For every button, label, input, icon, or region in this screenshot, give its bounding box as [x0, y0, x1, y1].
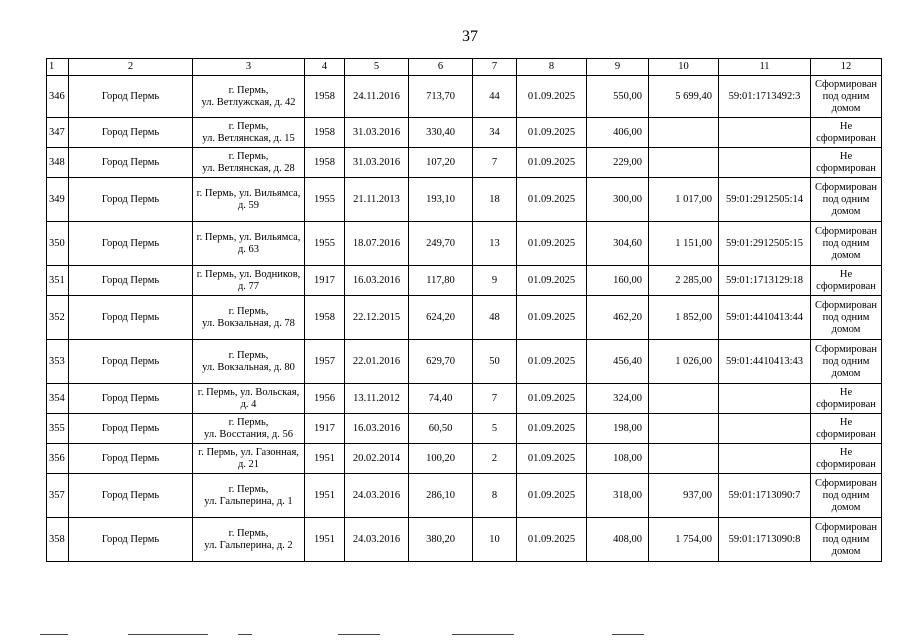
cell-cadastral: 59:01:4410413:44	[719, 296, 811, 340]
column-header: 5	[345, 59, 409, 76]
address-line: д. 77	[237, 280, 260, 292]
status-line: сформирован	[816, 132, 876, 144]
cell-cadastral: 59:01:4410413:43	[719, 340, 811, 384]
cell-area: 624,20	[409, 296, 473, 340]
status-line: под одним	[822, 237, 870, 249]
cell-col9: 229,00	[587, 148, 649, 178]
status-line: сформирован	[816, 162, 876, 174]
cell-year: 1958	[305, 118, 345, 148]
cell-cadastral	[719, 118, 811, 148]
cell-status	[811, 414, 882, 444]
table-row	[47, 384, 882, 414]
cell-count: 9	[473, 266, 517, 296]
cell-col9: 408,00	[587, 518, 649, 562]
cell-status	[811, 76, 882, 118]
cell-cadastral	[719, 384, 811, 414]
cell-area: 629,70	[409, 340, 473, 384]
cell-date: 31.03.2016	[345, 148, 409, 178]
cell-area: 107,20	[409, 148, 473, 178]
cell-col9: 406,00	[587, 118, 649, 148]
cell-deadline: 01.09.2025	[517, 266, 587, 296]
housing-register-table	[46, 58, 882, 562]
cell-col9: 324,00	[587, 384, 649, 414]
cell-address	[193, 444, 305, 474]
cell-address	[193, 118, 305, 148]
cell-address	[193, 296, 305, 340]
cell-number: 346	[47, 76, 69, 118]
status-line: Не	[839, 416, 853, 428]
cell-status	[811, 222, 882, 266]
cell-count: 8	[473, 474, 517, 518]
cell-col10	[649, 384, 719, 414]
address-line: ул. Ветлянская, д. 28	[202, 162, 295, 174]
address-line: г. Пермь,	[228, 120, 269, 132]
cell-col9: 198,00	[587, 414, 649, 444]
status-line: домом	[831, 205, 861, 217]
address-line: д. 63	[237, 243, 260, 255]
cell-municipality: Город Пермь	[69, 384, 193, 414]
status-line: Сформирован	[814, 181, 877, 193]
cell-col9: 160,00	[587, 266, 649, 296]
cell-status	[811, 444, 882, 474]
cell-municipality: Город Пермь	[69, 444, 193, 474]
cell-year: 1958	[305, 148, 345, 178]
cell-area: 380,20	[409, 518, 473, 562]
cell-year: 1951	[305, 444, 345, 474]
status-line: сформирован	[816, 428, 876, 440]
cell-col10: 1 754,00	[649, 518, 719, 562]
cell-number: 349	[47, 178, 69, 222]
status-line: Сформирован	[814, 521, 877, 533]
cell-municipality: Город Пермь	[69, 76, 193, 118]
status-line: домом	[831, 501, 861, 513]
cell-deadline: 01.09.2025	[517, 384, 587, 414]
cell-count: 5	[473, 414, 517, 444]
cell-address	[193, 384, 305, 414]
address-line: ул. Вокзальная, д. 80	[202, 361, 295, 373]
cell-date: 20.02.2014	[345, 444, 409, 474]
cell-area: 713,70	[409, 76, 473, 118]
cell-year: 1951	[305, 474, 345, 518]
cell-number: 355	[47, 414, 69, 444]
address-line: г. Пермь,	[228, 150, 269, 162]
cell-status	[811, 148, 882, 178]
address-line: д. 59	[237, 199, 260, 211]
table-row	[47, 178, 882, 222]
cell-col9: 550,00	[587, 76, 649, 118]
table-body	[47, 76, 882, 562]
cell-address	[193, 414, 305, 444]
header-row	[47, 59, 882, 76]
address-line: г. Пермь,	[228, 305, 269, 317]
cell-status	[811, 384, 882, 414]
column-header: 7	[473, 59, 517, 76]
cell-municipality: Город Пермь	[69, 296, 193, 340]
cell-col10: 937,00	[649, 474, 719, 518]
table-row	[47, 518, 882, 562]
status-line: домом	[831, 545, 861, 557]
cell-number: 358	[47, 518, 69, 562]
cell-count: 50	[473, 340, 517, 384]
cell-date: 22.01.2016	[345, 340, 409, 384]
cell-address	[193, 266, 305, 296]
cell-municipality: Город Пермь	[69, 414, 193, 444]
cell-municipality: Город Пермь	[69, 518, 193, 562]
address-line: г. Пермь,	[228, 483, 269, 495]
cell-year: 1951	[305, 518, 345, 562]
cell-deadline: 01.09.2025	[517, 518, 587, 562]
cell-address	[193, 340, 305, 384]
column-header: 1	[47, 59, 69, 76]
status-line: домом	[831, 323, 861, 335]
cell-year: 1958	[305, 76, 345, 118]
status-line: Не	[839, 386, 853, 398]
cell-deadline: 01.09.2025	[517, 148, 587, 178]
cell-status	[811, 178, 882, 222]
address-line: г. Пермь, ул. Вильямса,	[196, 231, 301, 243]
cell-year: 1917	[305, 266, 345, 296]
cell-col10	[649, 414, 719, 444]
address-line: г. Пермь, ул. Вольская,	[197, 386, 300, 398]
cell-deadline: 01.09.2025	[517, 474, 587, 518]
scan-artifact-lines	[0, 632, 905, 640]
cell-status	[811, 518, 882, 562]
cell-area: 193,10	[409, 178, 473, 222]
cell-col10: 2 285,00	[649, 266, 719, 296]
address-line: г. Пермь,	[228, 84, 269, 96]
status-line: Не	[839, 446, 853, 458]
status-line: сформирован	[816, 458, 876, 470]
cell-area: 74,40	[409, 384, 473, 414]
cell-deadline: 01.09.2025	[517, 178, 587, 222]
cell-date: 18.07.2016	[345, 222, 409, 266]
address-line: ул. Восстания, д. 56	[204, 428, 293, 440]
cell-municipality: Город Пермь	[69, 340, 193, 384]
cell-area: 60,50	[409, 414, 473, 444]
cell-date: 21.11.2013	[345, 178, 409, 222]
status-line: Сформирован	[814, 225, 877, 237]
cell-date: 16.03.2016	[345, 266, 409, 296]
cell-number: 351	[47, 266, 69, 296]
column-header: 9	[587, 59, 649, 76]
column-header: 11	[719, 59, 811, 76]
cell-cadastral: 59:01:1713090:7	[719, 474, 811, 518]
cell-address	[193, 518, 305, 562]
status-line: под одним	[822, 355, 870, 367]
status-line: под одним	[822, 533, 870, 545]
cell-deadline: 01.09.2025	[517, 414, 587, 444]
cell-date: 24.03.2016	[345, 474, 409, 518]
column-header: 8	[517, 59, 587, 76]
column-header: 10	[649, 59, 719, 76]
cell-year: 1955	[305, 222, 345, 266]
cell-date: 24.11.2016	[345, 76, 409, 118]
status-line: Не	[839, 120, 853, 132]
status-line: Не	[839, 268, 853, 280]
table-row	[47, 148, 882, 178]
cell-col10: 1 026,00	[649, 340, 719, 384]
cell-col10: 1 017,00	[649, 178, 719, 222]
address-line: д. 21	[237, 458, 260, 470]
table-row	[47, 296, 882, 340]
cell-area: 100,20	[409, 444, 473, 474]
cell-municipality: Город Пермь	[69, 148, 193, 178]
cell-count: 18	[473, 178, 517, 222]
cell-date: 24.03.2016	[345, 518, 409, 562]
cell-col9: 304,60	[587, 222, 649, 266]
table-row	[47, 414, 882, 444]
cell-year: 1955	[305, 178, 345, 222]
cell-address	[193, 222, 305, 266]
cell-municipality: Город Пермь	[69, 266, 193, 296]
cell-status	[811, 118, 882, 148]
cell-date: 13.11.2012	[345, 384, 409, 414]
column-header: 3	[193, 59, 305, 76]
cell-col9: 108,00	[587, 444, 649, 474]
cell-year: 1917	[305, 414, 345, 444]
cell-number: 348	[47, 148, 69, 178]
cell-number: 352	[47, 296, 69, 340]
column-header: 6	[409, 59, 473, 76]
address-line: д. 4	[240, 398, 257, 410]
cell-cadastral: 59:01:1713090:8	[719, 518, 811, 562]
status-line: сформирован	[816, 280, 876, 292]
status-line: Сформирован	[814, 477, 877, 489]
cell-col9: 318,00	[587, 474, 649, 518]
address-line: г. Пермь,	[228, 527, 269, 539]
column-header: 2	[69, 59, 193, 76]
cell-area: 286,10	[409, 474, 473, 518]
cell-deadline: 01.09.2025	[517, 296, 587, 340]
cell-col9: 300,00	[587, 178, 649, 222]
cell-number: 353	[47, 340, 69, 384]
cell-number: 350	[47, 222, 69, 266]
status-line: Сформирован	[814, 343, 877, 355]
cell-col10: 1 852,00	[649, 296, 719, 340]
cell-area: 117,80	[409, 266, 473, 296]
cell-year: 1958	[305, 296, 345, 340]
cell-number: 356	[47, 444, 69, 474]
cell-status	[811, 296, 882, 340]
cell-cadastral: 59:01:2912505:15	[719, 222, 811, 266]
address-line: г. Пермь,	[228, 416, 269, 428]
cell-year: 1957	[305, 340, 345, 384]
cell-count: 10	[473, 518, 517, 562]
cell-deadline: 01.09.2025	[517, 444, 587, 474]
cell-deadline: 01.09.2025	[517, 340, 587, 384]
cell-date: 31.03.2016	[345, 118, 409, 148]
cell-number: 347	[47, 118, 69, 148]
status-line: Не	[839, 150, 853, 162]
cell-col10: 5 699,40	[649, 76, 719, 118]
cell-count: 2	[473, 444, 517, 474]
cell-cadastral: 59:01:1713129:18	[719, 266, 811, 296]
cell-year: 1956	[305, 384, 345, 414]
page-number: 37	[462, 28, 478, 45]
cell-area: 330,40	[409, 118, 473, 148]
cell-cadastral	[719, 148, 811, 178]
cell-cadastral: 59:01:1713492:3	[719, 76, 811, 118]
cell-deadline: 01.09.2025	[517, 118, 587, 148]
cell-status	[811, 474, 882, 518]
table-row	[47, 76, 882, 118]
table-row	[47, 444, 882, 474]
cell-deadline: 01.09.2025	[517, 76, 587, 118]
address-line: г. Пермь, ул. Вильямса,	[196, 187, 301, 199]
cell-cadastral: 59:01:2912505:14	[719, 178, 811, 222]
address-line: г. Пермь,	[228, 349, 269, 361]
status-line: Сформирован	[814, 78, 877, 90]
cell-cadastral	[719, 444, 811, 474]
cell-count: 7	[473, 148, 517, 178]
cell-col10	[649, 444, 719, 474]
cell-count: 34	[473, 118, 517, 148]
address-line: ул. Ветлянская, д. 15	[202, 132, 295, 144]
status-line: домом	[831, 367, 861, 379]
cell-address	[193, 178, 305, 222]
cell-number: 357	[47, 474, 69, 518]
table-row	[47, 222, 882, 266]
status-line: домом	[831, 102, 861, 114]
cell-col10	[649, 148, 719, 178]
table-row	[47, 474, 882, 518]
column-header: 4	[305, 59, 345, 76]
cell-number: 354	[47, 384, 69, 414]
cell-count: 7	[473, 384, 517, 414]
cell-count: 13	[473, 222, 517, 266]
cell-municipality: Город Пермь	[69, 222, 193, 266]
status-line: под одним	[822, 193, 870, 205]
address-line: ул. Вокзальная, д. 78	[202, 317, 295, 329]
status-line: под одним	[822, 489, 870, 501]
status-line: под одним	[822, 90, 870, 102]
status-line: Сформирован	[814, 299, 877, 311]
cell-col9: 462,20	[587, 296, 649, 340]
table-row	[47, 340, 882, 384]
cell-municipality: Город Пермь	[69, 178, 193, 222]
cell-municipality: Город Пермь	[69, 474, 193, 518]
cell-cadastral	[719, 414, 811, 444]
cell-address	[193, 148, 305, 178]
cell-col10	[649, 118, 719, 148]
cell-address	[193, 76, 305, 118]
cell-address	[193, 474, 305, 518]
cell-count: 48	[473, 296, 517, 340]
status-line: сформирован	[816, 398, 876, 410]
address-line: ул. Ветлужская, д. 42	[201, 96, 296, 108]
table-row	[47, 118, 882, 148]
address-line: г. Пермь, ул. Водников,	[196, 268, 301, 280]
cell-col9: 456,40	[587, 340, 649, 384]
cell-area: 249,70	[409, 222, 473, 266]
column-header: 12	[811, 59, 882, 76]
address-line: ул. Гальперина, д. 1	[204, 495, 293, 507]
cell-status	[811, 266, 882, 296]
cell-date: 16.03.2016	[345, 414, 409, 444]
cell-count: 44	[473, 76, 517, 118]
cell-status	[811, 340, 882, 384]
table-row	[47, 266, 882, 296]
cell-municipality: Город Пермь	[69, 118, 193, 148]
address-line: г. Пермь, ул. Газонная,	[198, 446, 299, 458]
cell-col10: 1 151,00	[649, 222, 719, 266]
status-line: под одним	[822, 311, 870, 323]
cell-date: 22.12.2015	[345, 296, 409, 340]
status-line: домом	[831, 249, 861, 261]
cell-deadline: 01.09.2025	[517, 222, 587, 266]
address-line: ул. Гальперина, д. 2	[204, 539, 293, 551]
